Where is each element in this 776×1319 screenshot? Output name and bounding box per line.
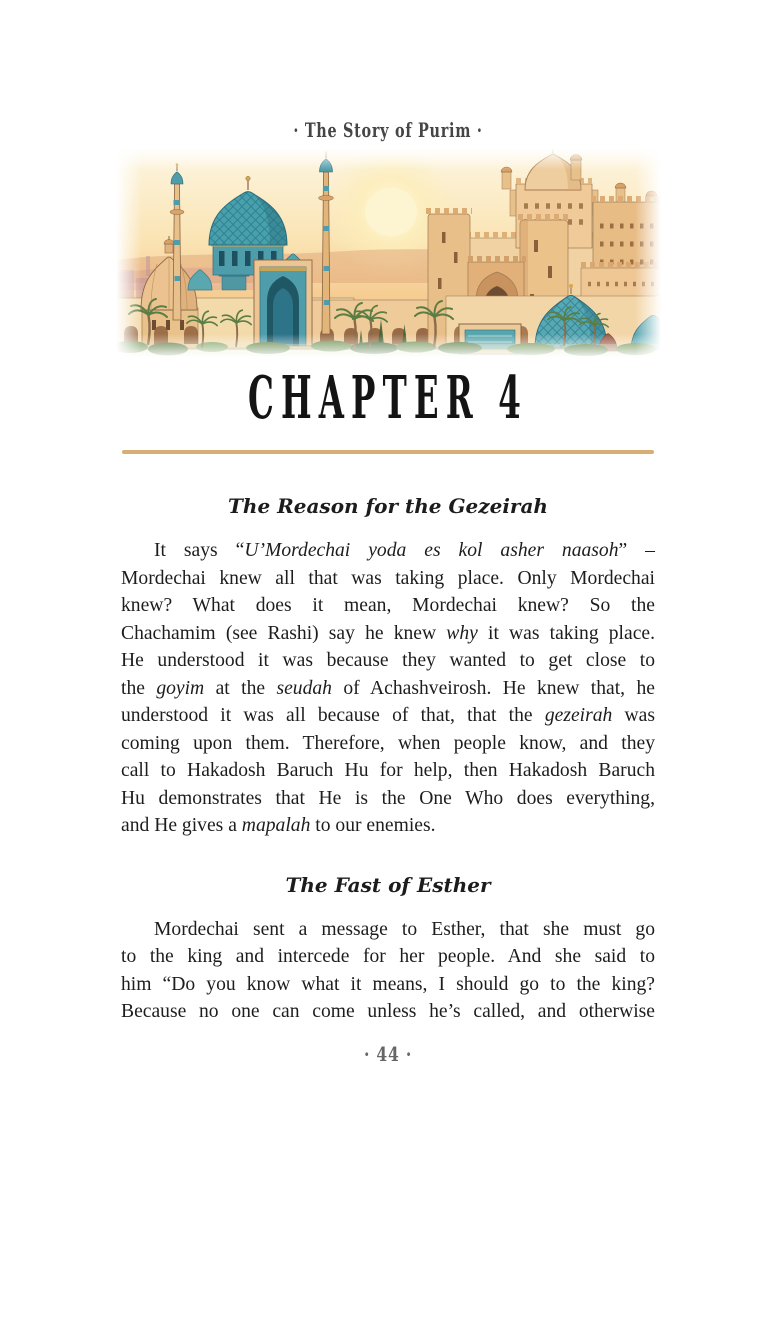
running-header: · The Story of Purim · xyxy=(293,118,483,142)
paragraph: It says “U’Mordechai yoda es kol asher naasoh” – Mordechai knew all that was taking place. Only Mordechai knew? What does it mean, Mordechai knew? So the Chachamim (see Rashi) say he knew why it was taking place. He understood it was because they wanted to get close to the goyim at the seudah of Achashveirosh. He knew that, he understood it was all because of that, that the gezeirah was coming upon them. Therefore, when people know, and they call to Hakadosh Baruch Hu for help, then Hakadosh Baruch Hu demonstrates that He is the One Who does everything, and He gives a mapalah to our enemies. xyxy=(121,540,655,836)
section-heading: The Reason for the Gezeirah xyxy=(228,494,548,518)
section-fast-of-esther xyxy=(121,873,655,1026)
section-reason-for-gezeirah xyxy=(121,494,655,840)
chapter-illustration xyxy=(116,148,661,363)
paragraph: Mordechai sent a message to Esther, that she must go to the king and intercede for her people. And she said to him “Do you know what it means, I should go to the king? Because no one can come unless he’s called, and otherwise xyxy=(121,918,655,1022)
iwan-portal xyxy=(254,260,312,346)
sun xyxy=(365,188,417,236)
page-content xyxy=(121,494,655,1026)
book-page xyxy=(0,119,776,1319)
page-number: · 44 · xyxy=(363,1041,413,1066)
purim-city-illustration xyxy=(116,148,661,363)
gold-divider xyxy=(122,450,654,454)
section-heading: The Fast of Esther xyxy=(285,872,491,897)
chapter-title: CHAPTER 4 xyxy=(247,363,529,432)
